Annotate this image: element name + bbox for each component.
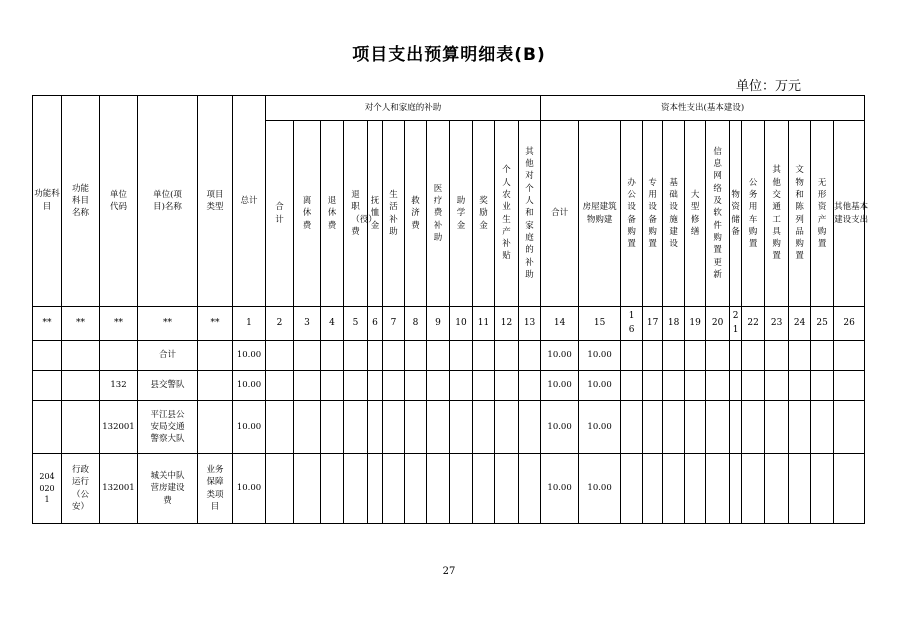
cell-personal bbox=[495, 371, 519, 401]
cell-project-type bbox=[198, 371, 233, 401]
cell-personal bbox=[344, 454, 368, 524]
cell-personal bbox=[266, 454, 294, 524]
cell-unit-code: 132001 bbox=[100, 454, 138, 524]
header-intangible: 无形资产购置 bbox=[811, 121, 834, 307]
header-office-equipment: 办公设备购置 bbox=[621, 121, 643, 307]
cell-func-code bbox=[33, 341, 62, 371]
cell-capital bbox=[621, 341, 643, 371]
cell-func-code bbox=[33, 371, 62, 401]
cell-unit-name: 合计 bbox=[138, 341, 198, 371]
header-special-equipment: 专用设备购置 bbox=[643, 121, 663, 307]
cell-capital bbox=[685, 401, 706, 454]
index-cell: ** bbox=[138, 307, 198, 341]
cell-personal bbox=[344, 341, 368, 371]
cell-unit-code: 132001 bbox=[100, 401, 138, 454]
cell-capital bbox=[742, 401, 765, 454]
page-title: 项目支出预算明细表(B) bbox=[352, 45, 546, 65]
table-row bbox=[33, 341, 865, 371]
cell-personal bbox=[519, 401, 541, 454]
cell-personal bbox=[368, 401, 383, 454]
cell-personal bbox=[519, 341, 541, 371]
cell-personal bbox=[321, 371, 344, 401]
header-agri-subsidy: 个人农业生产补贴 bbox=[495, 121, 519, 307]
cell-personal bbox=[495, 454, 519, 524]
cell-capital bbox=[730, 454, 742, 524]
cell-total: 10.00 bbox=[233, 371, 266, 401]
header-living-subsidy: 生活补助 bbox=[383, 121, 405, 307]
header-infrastructure: 基础设施建设 bbox=[663, 121, 685, 307]
cell-capital bbox=[663, 371, 685, 401]
cell-capital bbox=[765, 454, 789, 524]
cell-func-code bbox=[33, 401, 62, 454]
cell-func-name bbox=[62, 401, 100, 454]
cell-capital bbox=[834, 341, 865, 371]
cell-personal bbox=[344, 371, 368, 401]
cell-personal bbox=[450, 454, 473, 524]
cell-building: 10.00 bbox=[579, 454, 621, 524]
cell-personal bbox=[519, 454, 541, 524]
cell-project-type: 业务保障类项目 bbox=[198, 454, 233, 524]
header-relief: 救济费 bbox=[405, 121, 427, 307]
cell-personal bbox=[368, 371, 383, 401]
cell-personal bbox=[321, 401, 344, 454]
cell-capital bbox=[730, 341, 742, 371]
header-it-software: 信息网络及软件购置更新 bbox=[706, 121, 730, 307]
cell-personal bbox=[383, 454, 405, 524]
header-func-code: 功能科目 bbox=[33, 96, 62, 307]
index-cell: 6 bbox=[368, 307, 383, 341]
cell-capital bbox=[765, 341, 789, 371]
index-cell: 18 bbox=[663, 307, 685, 341]
cell-building: 10.00 bbox=[579, 341, 621, 371]
cell-personal bbox=[405, 341, 427, 371]
index-cell: 14 bbox=[541, 307, 579, 341]
index-cell: ** bbox=[198, 307, 233, 341]
cell-capital bbox=[834, 454, 865, 524]
index-cell: 7 bbox=[383, 307, 405, 341]
header-resignation: 退职（役）费 bbox=[344, 121, 368, 307]
cell-func-name: 行政运行（公安） bbox=[62, 454, 100, 524]
header-group-capital: 资本性支出(基本建设) bbox=[541, 96, 865, 121]
cell-personal bbox=[427, 371, 450, 401]
index-cell: ** bbox=[100, 307, 138, 341]
cell-capital bbox=[789, 341, 811, 371]
cell-total: 10.00 bbox=[233, 341, 266, 371]
cell-capital bbox=[643, 371, 663, 401]
header-personal-total: 合计 bbox=[266, 121, 294, 307]
cell-personal bbox=[450, 401, 473, 454]
index-cell: 20 bbox=[706, 307, 730, 341]
index-cell: 16 bbox=[621, 307, 643, 341]
index-cell: 5 bbox=[344, 307, 368, 341]
cell-building: 10.00 bbox=[579, 371, 621, 401]
cell-personal bbox=[266, 341, 294, 371]
header-medical-subsidy: 医疗费补助 bbox=[427, 121, 450, 307]
unit-label: 单位：万元 bbox=[736, 79, 802, 94]
cell-capital bbox=[742, 341, 765, 371]
cell-capital bbox=[621, 454, 643, 524]
index-cell: 15 bbox=[579, 307, 621, 341]
cell-personal bbox=[294, 401, 321, 454]
cell-personal bbox=[321, 454, 344, 524]
cell-capital bbox=[621, 371, 643, 401]
cell-capital bbox=[685, 341, 706, 371]
header-cultural-relics: 文物和陈列品购置 bbox=[789, 121, 811, 307]
cell-personal bbox=[519, 371, 541, 401]
cell-total: 10.00 bbox=[233, 401, 266, 454]
cell-capital bbox=[811, 454, 834, 524]
cell-personal bbox=[266, 401, 294, 454]
cell-capital bbox=[730, 371, 742, 401]
cell-capital bbox=[643, 401, 663, 454]
cell-personal bbox=[405, 454, 427, 524]
header-pension: 抚恤金 bbox=[368, 121, 383, 307]
cell-project-type bbox=[198, 341, 233, 371]
cell-personal bbox=[383, 401, 405, 454]
header-reward: 奖励金 bbox=[473, 121, 495, 307]
index-cell: 22 bbox=[742, 307, 765, 341]
cell-personal bbox=[450, 341, 473, 371]
cell-capital bbox=[643, 341, 663, 371]
header-reserves: 物资储备 bbox=[730, 121, 742, 307]
header-retirement: 退休费 bbox=[321, 121, 344, 307]
budget-table bbox=[32, 95, 869, 524]
cell-capital bbox=[742, 371, 765, 401]
cell-capital bbox=[834, 401, 865, 454]
cell-unit-code: 132 bbox=[100, 371, 138, 401]
cell-unit-name: 城关中队营房建设费 bbox=[138, 454, 198, 524]
cell-personal bbox=[495, 401, 519, 454]
cell-capital bbox=[789, 454, 811, 524]
cell-personal bbox=[427, 401, 450, 454]
index-cell: 26 bbox=[834, 307, 865, 341]
cell-capital bbox=[643, 454, 663, 524]
header-retirement-cadre: 离休费 bbox=[294, 121, 321, 307]
cell-capital bbox=[834, 371, 865, 401]
cell-personal bbox=[495, 341, 519, 371]
index-cell: 12 bbox=[495, 307, 519, 341]
cell-personal bbox=[383, 341, 405, 371]
cell-personal bbox=[294, 341, 321, 371]
cell-personal bbox=[321, 341, 344, 371]
cell-capital bbox=[789, 371, 811, 401]
cell-unit-name: 县交警队 bbox=[138, 371, 198, 401]
table-row bbox=[33, 454, 865, 524]
cell-capital bbox=[706, 341, 730, 371]
cell-unit-name: 平江县公安局交通警察大队 bbox=[138, 401, 198, 454]
index-cell: 2 bbox=[266, 307, 294, 341]
cell-capital-total: 10.00 bbox=[541, 341, 579, 371]
index-cell: 19 bbox=[685, 307, 706, 341]
cell-capital-total: 10.00 bbox=[541, 454, 579, 524]
cell-capital bbox=[811, 401, 834, 454]
index-cell: 17 bbox=[643, 307, 663, 341]
cell-capital bbox=[663, 341, 685, 371]
cell-personal bbox=[473, 341, 495, 371]
cell-capital bbox=[730, 401, 742, 454]
cell-capital bbox=[742, 454, 765, 524]
index-cell: 25 bbox=[811, 307, 834, 341]
cell-personal bbox=[294, 371, 321, 401]
index-cell: 4 bbox=[321, 307, 344, 341]
header-other-construction: 其他基本建设支出 bbox=[834, 121, 865, 307]
page-number: 27 bbox=[442, 566, 456, 577]
cell-building: 10.00 bbox=[579, 401, 621, 454]
header-group-personal: 对个人和家庭的补助 bbox=[266, 96, 541, 121]
cell-capital bbox=[706, 371, 730, 401]
index-cell: 10 bbox=[450, 307, 473, 341]
index-row bbox=[33, 307, 865, 341]
index-cell: ** bbox=[62, 307, 100, 341]
cell-personal bbox=[473, 371, 495, 401]
cell-personal bbox=[383, 371, 405, 401]
cell-personal bbox=[294, 454, 321, 524]
index-cell: 11 bbox=[473, 307, 495, 341]
cell-capital-total: 10.00 bbox=[541, 401, 579, 454]
cell-personal bbox=[427, 454, 450, 524]
cell-project-type bbox=[198, 401, 233, 454]
cell-capital bbox=[663, 454, 685, 524]
index-cell: 23 bbox=[765, 307, 789, 341]
cell-total: 10.00 bbox=[233, 454, 266, 524]
index-cell: 24 bbox=[789, 307, 811, 341]
cell-capital bbox=[685, 454, 706, 524]
cell-personal bbox=[427, 341, 450, 371]
cell-personal bbox=[368, 341, 383, 371]
cell-capital bbox=[685, 371, 706, 401]
cell-capital bbox=[765, 401, 789, 454]
index-cell: 21 bbox=[730, 307, 742, 341]
cell-personal bbox=[344, 401, 368, 454]
header-major-repair: 大型修缮 bbox=[685, 121, 706, 307]
cell-personal bbox=[368, 454, 383, 524]
cell-capital bbox=[706, 401, 730, 454]
cell-personal bbox=[473, 454, 495, 524]
header-project-type: 项目类型 bbox=[198, 96, 233, 307]
index-cell: ** bbox=[33, 307, 62, 341]
header-unit-name: 单位(项目)名称 bbox=[138, 96, 198, 307]
header-func-name: 功能科目名称 bbox=[62, 96, 100, 307]
header-capital-total: 合计 bbox=[541, 121, 579, 307]
cell-capital bbox=[811, 341, 834, 371]
index-cell: 9 bbox=[427, 307, 450, 341]
index-cell: 1 bbox=[233, 307, 266, 341]
index-cell: 13 bbox=[519, 307, 541, 341]
cell-personal bbox=[450, 371, 473, 401]
table-row bbox=[33, 401, 865, 454]
header-unit-code: 单位代码 bbox=[100, 96, 138, 307]
table-row bbox=[33, 371, 865, 401]
cell-personal bbox=[405, 401, 427, 454]
index-cell: 8 bbox=[405, 307, 427, 341]
header-other-transport: 其他交通工具购置 bbox=[765, 121, 789, 307]
cell-personal bbox=[473, 401, 495, 454]
cell-unit-code bbox=[100, 341, 138, 371]
header-vehicle: 公务用车购置 bbox=[742, 121, 765, 307]
cell-capital bbox=[765, 371, 789, 401]
header-total: 总计 bbox=[233, 96, 266, 307]
cell-func-name bbox=[62, 341, 100, 371]
cell-capital bbox=[706, 454, 730, 524]
cell-func-name bbox=[62, 371, 100, 401]
cell-capital bbox=[811, 371, 834, 401]
header-building: 房屋建筑物购建 bbox=[579, 121, 621, 307]
cell-capital bbox=[789, 401, 811, 454]
cell-capital bbox=[621, 401, 643, 454]
cell-func-code: 2040201 bbox=[33, 454, 62, 524]
cell-capital bbox=[663, 401, 685, 454]
header-row-groups bbox=[33, 96, 865, 121]
header-other-personal: 其他对个人和家庭的补助 bbox=[519, 121, 541, 307]
header-scholarship: 助学金 bbox=[450, 121, 473, 307]
cell-personal bbox=[405, 371, 427, 401]
cell-capital-total: 10.00 bbox=[541, 371, 579, 401]
cell-personal bbox=[266, 371, 294, 401]
index-cell: 3 bbox=[294, 307, 321, 341]
